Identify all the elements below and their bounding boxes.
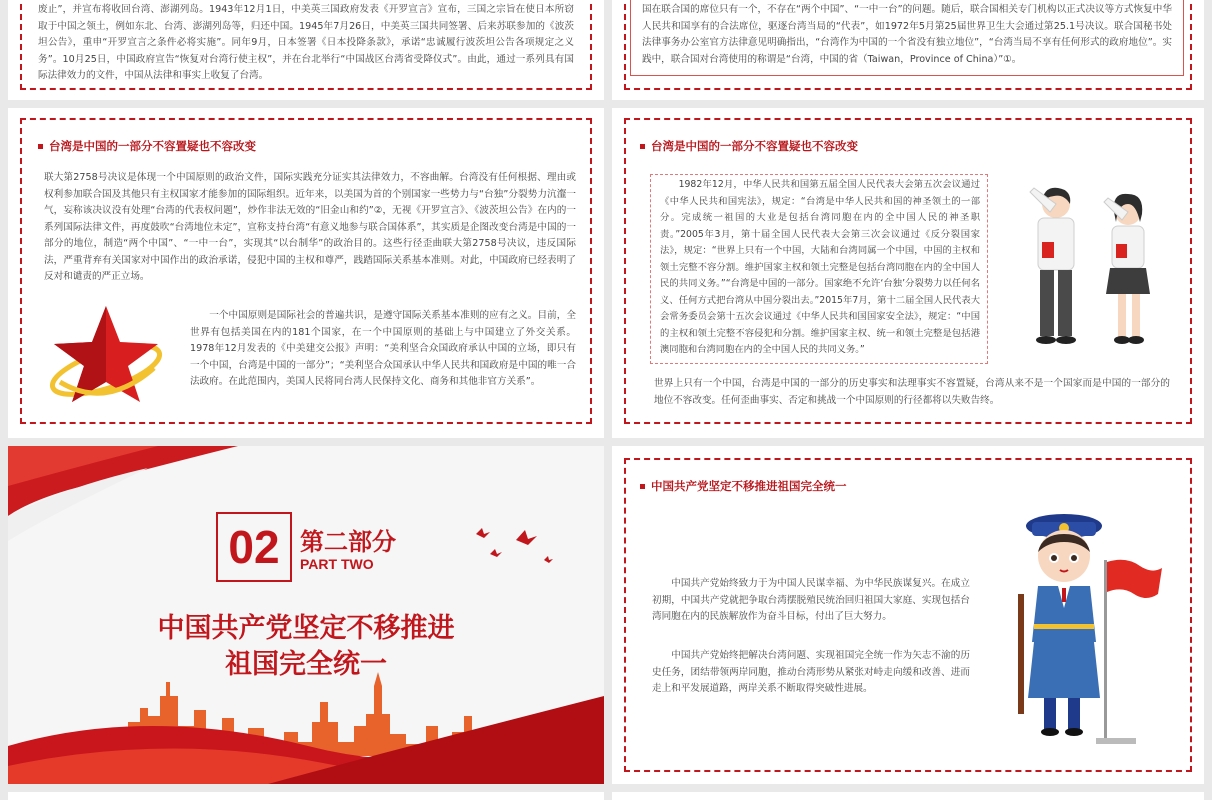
saluting-students-illustration (1006, 182, 1176, 357)
paragraph-2: 中国共产党始终把解决台湾问题、实现祖国完全统一作为矢志不渝的历史任务，团结带领两岸同胞，推动台湾形势从紧张对峙走向缓和改善、进而走上和平发展道路，两岸关系不断取得突破性进展。 (652, 650, 970, 694)
paragraph-2: 一个中国原则是国际社会的普遍共识，是遵守国际关系基本准则的应有之义。目前，全世界有包括美国在内的181个国家，在一个中国原则的基础上与中国建立了外交关系。1978年12月发表的《中美建交公报》声明：“美利坚合众国政府承认中国的立场，即只有一个中国，台湾是中国的一部分”；“美利坚合众国承认中华人民共和国政府是中国的唯一合法政府。在此范围内，美国人民将同台湾人民保持文化、商务和其他非官方关系”。 (190, 310, 576, 387)
part-label-en: PART TWO (300, 556, 374, 572)
section-title (640, 138, 858, 154)
bullet-square (640, 144, 645, 149)
quote-text: 1982年12月，中华人民共和国第五届全国人民代表大会第五次会议通过《中华人民共和国宪法》，规定：“台湾是中华人民共和国的神圣领土的一部分。完成统一祖国的大业是包括台湾同胞在内的全中国人民的神圣职责。”2005年3月，第十届全国人民代表大会第三次会议通过《反分裂国家法》，规定：“世界上只有一个中国，大陆和台湾同属一个中国，中国的主权和领土完整不容分割。维护国家主权和领土完整是包括台湾同胞在内的全中国人民的共同义务。”“台湾是中国的一部分。国家绝不允许‘台独’分裂势力以任何名义、任何方式把台湾从中国分裂出去。”2015年7月，第十二届全国人民代表大会常务委员会第十五次会议通过《中华人民共和国国家安全法》，规定：“中国的主权和领土完整不容侵犯和分割。维护国家主权、统一和领土完整是包括港澳同胞和台湾同胞在内的全中国人民的共同义务。” (660, 179, 980, 355)
section-title-text: 台湾是中国的一部分不容置疑也不容改变 (651, 139, 858, 153)
quote-box (650, 174, 988, 364)
bullet-square (640, 484, 645, 489)
slide-1 (8, 0, 604, 100)
section-title (640, 478, 847, 494)
section-number-box (216, 512, 292, 582)
slide-2-text: 国在联合国的席位只有一个，不存在“两个中国”、“一中一台”的问题。随后，联合国相关专门机构以正式决议等方式恢复中华人民共和国享有的合法席位，驱逐台湾当局的“代表”，如1972年5月第25届世界卫生大会通过第25.1号决议。联合国秘书处法律事务办公室官方法律意见明确指出，“台湾作为中国的一个省没有独立地位”，“台湾当局不享有任何形式的政府地位”。实践中，联合国对台湾使用的称谓是“台湾，中国的省（Taiwan，Province of China）”①。 (642, 4, 1172, 65)
officer-illustration (1008, 512, 1118, 740)
section-title (38, 138, 256, 154)
slide-4 (612, 108, 1204, 438)
bullet-square (38, 144, 43, 149)
slide-3 (8, 108, 604, 438)
section-heading-line2: 祖国完全统一 (225, 649, 387, 680)
paragraph-1: 联大第2758号决议是体现一个中国原则的政治文件，国际实践充分证实其法律效力，不容曲解。台湾没有任何根据、理由或权利参加联合国及其他只有主权国家才能参加的国际组织。近年来，以美国为首的个别国家一些势力与“台独”分裂势力沆瀣一气，妄称该决议没有处理“台湾的代表权问题”，炒作非法无效的“旧金山和约”②，无视《开罗宣言》、《波茨坦公告》在内的一系列国际法律文件，再度鼓吹“台湾地位未定”，宣称支持台湾“有意义地参与联合国体系”，其实质是企图改变台湾是中国的一部分的地位，制造“两个中国”、“一中一台”，实现其“以台制华”的政治目的。这些行径歪曲联大第2758号决议，违反国际法，严重背弃有关国家对中国作出的政治承诺，侵犯中国的主权和尊严，践踏国际关系基本准则。对此，中国政府已经表明了反对和谴责的严正立场。 (44, 172, 576, 282)
next-slide-right (612, 792, 1204, 800)
part-label-cn: 第二部分 (300, 528, 396, 556)
slide-6 (612, 446, 1204, 784)
section-title-text: 中国共产党坚定不移推进祖国完全统一 (651, 479, 847, 493)
section-number: 02 (228, 521, 280, 573)
paragraph-1: 中国共产党始终致力于为中国人民谋幸福、为中华民族谋复兴。在成立初期，中国共产党就把争取台湾摆脱殖民统治回归祖国大家庭、实现包括台湾同胞在内的民族解放作为奋斗目标，付出了巨大努力。 (652, 578, 970, 622)
slide-5 (8, 446, 604, 784)
red-star-icon (46, 298, 166, 408)
section-heading-line1: 中国共产党坚定不移推进 (157, 613, 455, 644)
summary-text: 世界上只有一个中国，台湾是中国的一部分的历史事实和法理事实不容置疑，台湾从来不是一个国家而是中国的一部分的地位不容改变。任何歪曲事实、否定和挑战一个中国原则的行径都将以失败告终。 (654, 378, 1170, 406)
slide-1-text: 废止”，并宣布将收回台湾、澎湖列岛。1943年12月1日，中美英三国政府发表《开罗宣言》宣布，三国之宗旨在使日本所窃取于中国之领土，例如东北、台湾、澎湖列岛等，归还中国。1945年7月26日，中美英三国共同签署、后来苏联参加的《波茨坦公告》，重申“开罗宣言之条件必将实施”。同年9月，日本签署《日本投降条款》，承诺“忠诚履行波茨坦公告各项规定之义务”。10月25日，中国政府宣告“恢复对台湾行使主权”，并在台北举行“中国战区台湾省受降仪式”。由此，通过一系列具有国际法律效力的文件，中国从法律和事实上收复了台湾。 (38, 4, 574, 81)
section-title-text: 台湾是中国的一部分不容置疑也不容改变 (49, 139, 256, 153)
next-slide-left (8, 792, 604, 800)
slide-2 (612, 0, 1204, 100)
